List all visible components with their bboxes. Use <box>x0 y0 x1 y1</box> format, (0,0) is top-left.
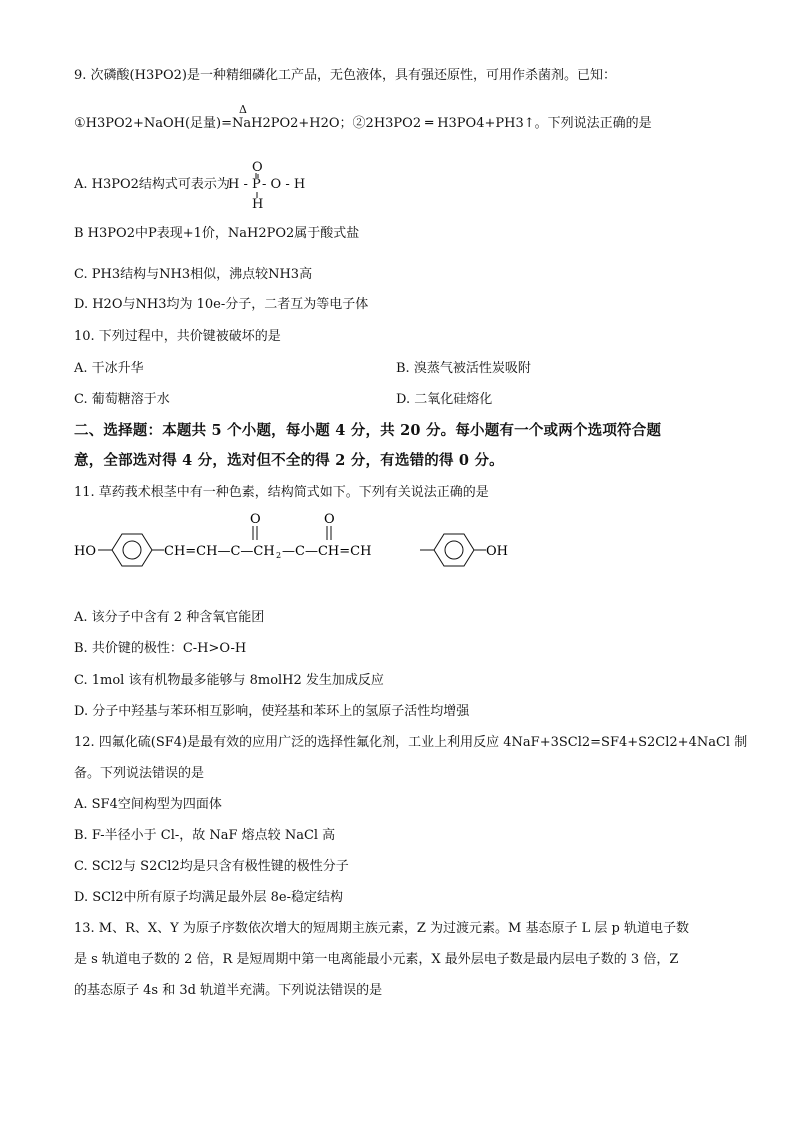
mol-chain-b: —C—CH=CH <box>282 544 372 559</box>
q11-stem: 11. 草药莪术根茎中有一种色素，结构简式如下。下列有关说法正确的是 <box>74 485 489 500</box>
q10-option-b: B. 溴蒸气被活性炭吸附 <box>396 361 531 376</box>
h3po2-structure <box>228 160 318 214</box>
mol-chain-a: CH=CH—C—CH <box>164 544 275 559</box>
q10-option-c: C. 葡萄糖溶于水 <box>74 392 170 407</box>
q11-option-b: B. 共价键的极性：C-H>O-H <box>74 641 247 656</box>
q9-option-b: B H3PO2中P表现+1价，NaH2PO2属于酸式盐 <box>74 226 360 241</box>
q9-option-c: C. PH3结构与NH3相似，沸点较NH3高 <box>74 267 313 282</box>
q12-stem-line1: 12. 四氟化硫(SF4)是最有效的应用广泛的选择性氟化剂，工业上利用反应 4NaF+3SCl2=SF4+S2Cl2+4NaCl 制 <box>74 735 748 750</box>
q10-option-d: D. 二氧化硅熔化 <box>396 392 493 407</box>
q12-option-b: B. F-半径小于 Cl-，故 NaF 熔点较 NaCl 高 <box>74 828 336 843</box>
q13-line1: 13. M、R、X、Y 为原子序数依次增大的短周期主族元素，Z 为过渡元素。M 基态原子 L 层 p 轨道电子数 <box>74 921 689 936</box>
q12-option-d: D. SCl2中所有原子均满足最外层 8e-稳定结构 <box>74 890 343 905</box>
q10-stem: 10. 下列过程中，共价键被破坏的是 <box>74 329 281 344</box>
section2-heading-line1: 二、选择题：本题共 5 个小题，每小题 4 分，共 20 分。每小题有一个或两个选项符合题 <box>74 422 662 439</box>
q9-option-d: D. H2O与NH3均为 10e-分子，二者互为等电子体 <box>74 297 369 312</box>
section2-heading-line2: 意，全部选对得 4 分，选对但不全的得 2 分，有选错的得 0 分。 <box>74 452 504 469</box>
struct-o-h: - O - H <box>262 177 306 192</box>
q11-option-c: C. 1mol 该有机物最多能够与 8molH2 发生加成反应 <box>74 673 384 688</box>
mol-carbonyl-o1: O <box>250 512 261 527</box>
q12-stem-line2: 备。下列说法错误的是 <box>74 766 205 781</box>
q12-option-c: C. SCl2与 S2Cl2均是只含有极性键的极性分子 <box>74 859 349 874</box>
q9-reactions: ①H3PO2+NaOH(足量)=NaH2PO2+H2O；②2H3PO2 ═ H3PO4+PH3↑。下列说法正确的是 <box>74 116 652 131</box>
mol-oh-right: OH <box>486 544 508 559</box>
struct-p: P <box>252 177 261 192</box>
delta-text: Δ <box>239 103 247 116</box>
q10-option-a: A. 干冰升华 <box>74 361 144 376</box>
q11-option-d: D. 分子中羟基与苯环相互影响，使羟基和苯环上的氢原子活性均增强 <box>74 704 470 719</box>
q9-option-a-text: A. H3PO2结构式可表示为 <box>74 177 230 192</box>
q11-option-a: A. 该分子中含有 2 种含氧官能团 <box>74 610 265 625</box>
benzene-ring-right <box>434 534 474 566</box>
struct-h-bottom: H <box>252 197 264 212</box>
q11-molecule <box>70 505 530 575</box>
mol-carbonyl-o2: O <box>324 512 335 527</box>
mol-ho-left: HO <box>74 544 96 559</box>
mol-chain-sub: 2 <box>276 551 282 560</box>
q13-line2: 是 s 轨道电子数的 2 倍，R 是短周期中第一电离能最小元素，X 最外层电子数是最内层电子数的 3 倍，Z <box>74 952 679 967</box>
q12-option-a: A. SF4空间构型为四面体 <box>74 797 222 812</box>
struct-h-left: H - <box>228 177 248 192</box>
struct-o-top: O <box>252 160 263 175</box>
q13-line3: 的基态原子 4s 和 3d 轨道半充满。下列说法错误的是 <box>74 983 383 998</box>
benzene-ring-left <box>112 534 152 566</box>
q9-stem: 9. 次磷酸(H3PO2)是一种精细磷化工产品，无色液体，具有强还原性，可用作杀菌剂。已知： <box>74 68 616 83</box>
